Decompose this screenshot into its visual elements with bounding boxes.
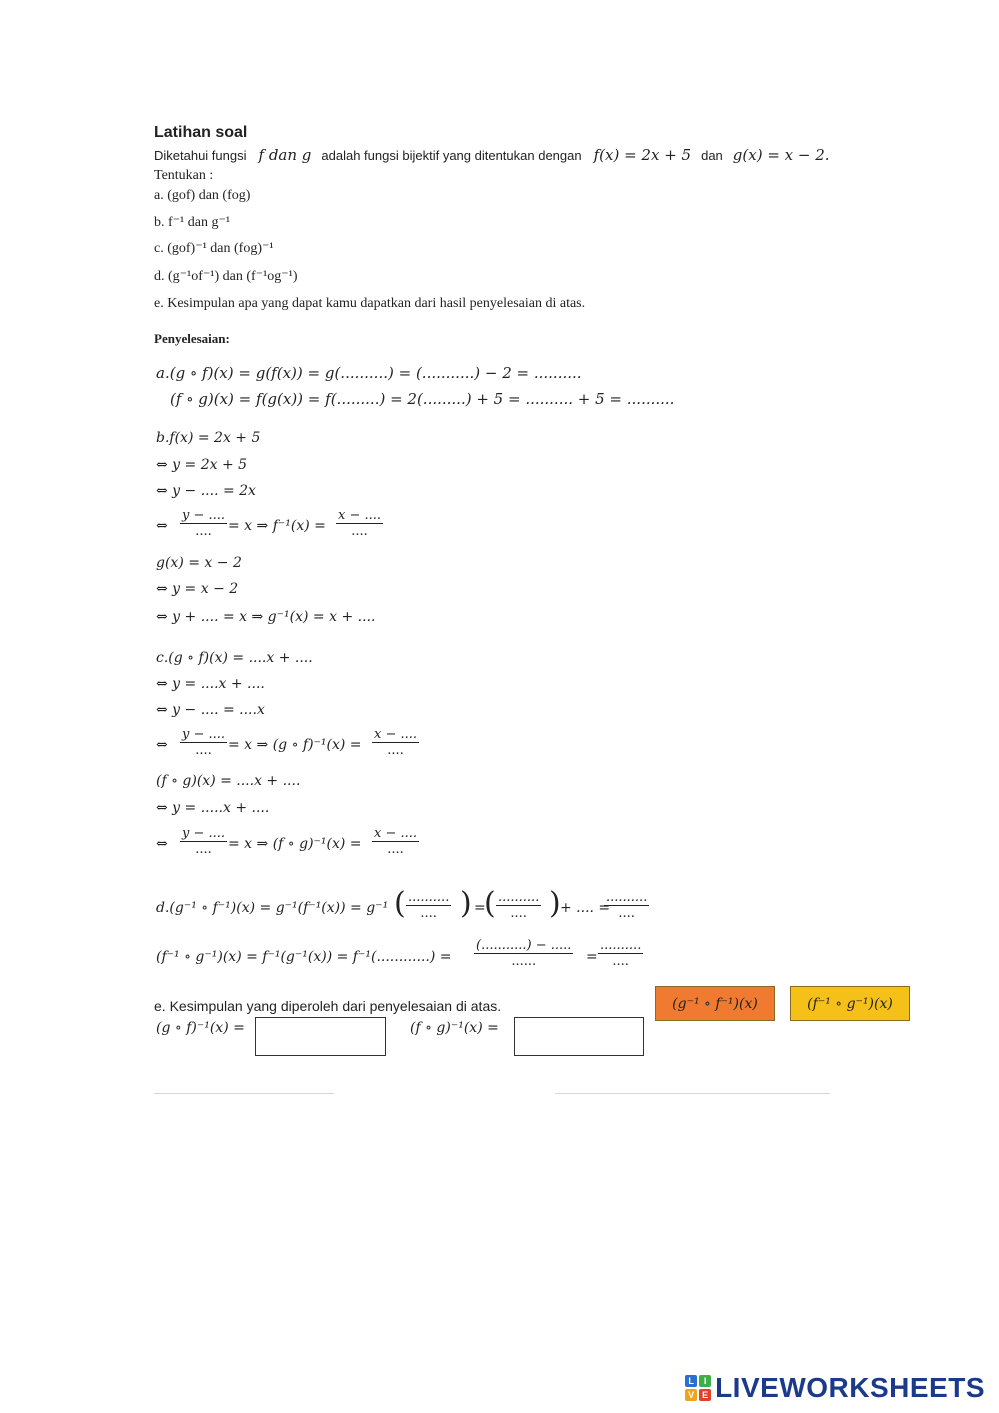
part-c-line4-prefix: ⇔ <box>156 737 168 753</box>
fraction-numerator: .......... <box>498 890 540 905</box>
part-b-fraction-1 <box>180 508 227 539</box>
option-label-1: (g⁻¹ ∘ f⁻¹)(x) <box>672 995 758 1012</box>
fraction-denominator: .... <box>612 954 629 969</box>
fraction-numerator: .......... <box>606 890 648 905</box>
option-label-2: (f⁻¹ ∘ g⁻¹)(x) <box>807 995 893 1012</box>
part-d-fraction-4 <box>474 938 573 969</box>
fraction-denominator: .... <box>195 842 212 857</box>
part-b-line6: ⇔ y = x − 2 <box>156 581 239 597</box>
answer-drop-box-fog-inverse[interactable] <box>514 1017 644 1056</box>
part-a-line2: (f ∘ g)(x) = f(g(x)) = f(.........) = 2(.........) + 5 = .......... + 5 = .......... <box>170 390 675 408</box>
fraction-numerator: x − .... <box>374 826 418 841</box>
answer-drop-box-gof-inverse[interactable] <box>255 1017 386 1056</box>
logo-wordmark: LIVEWORKSHEETS <box>715 1372 985 1403</box>
part-d-line2-eq: = <box>586 949 598 965</box>
fraction-denominator: .... <box>387 842 404 857</box>
part-b-line7: ⇔ y + .... = x ⇒ g⁻¹(x) = x + .... <box>156 609 376 625</box>
paren-open-1: ( <box>394 886 406 921</box>
part-c-line7-mid: = x ⇒ (f ∘ g)⁻¹(x) = <box>228 836 362 852</box>
answer-option-f-inv-compose-g-inv[interactable] <box>790 986 910 1021</box>
part-c-line4-mid: = x ⇒ (g ∘ f)⁻¹(x) = <box>228 737 362 753</box>
part-b-line4-prefix: ⇔ <box>156 518 168 534</box>
task-a: a. (gof) dan (fog) <box>154 188 251 203</box>
answer-label-fog-inverse: (f ∘ g)⁻¹(x) = <box>410 1020 499 1036</box>
part-b-line1: b.f(x) = 2x + 5 <box>156 430 261 446</box>
task-e: e. Kesimpulan apa yang dapat kamu dapatkan dari hasil penyelesaian di atas. <box>154 296 586 311</box>
fraction-numerator: .......... <box>600 938 642 953</box>
part-b-line4-mid: = x ⇒ f⁻¹(x) = <box>228 518 326 534</box>
task-b: b. f⁻¹ dan g⁻¹ <box>154 215 231 230</box>
paren-open-2: ( <box>484 886 496 921</box>
fraction-denominator: .... <box>195 524 212 539</box>
part-d-line1-eq: = <box>474 900 486 916</box>
part-d-line2-prefix: (f⁻¹ ∘ g⁻¹)(x) = f⁻¹(g⁻¹(x)) = f⁻¹(............) = <box>156 949 452 965</box>
tasks-lead: Tentukan : <box>154 168 214 183</box>
part-d-line1-plus: + .... = <box>560 900 611 916</box>
fraction-denominator: .... <box>195 743 212 758</box>
part-c-fraction-1 <box>180 727 227 758</box>
part-c-line2: ⇔ y = ....x + .... <box>156 676 265 692</box>
part-d-fraction-1 <box>406 890 451 921</box>
answer-option-g-inv-compose-f-inv[interactable] <box>655 986 775 1021</box>
problem-statement <box>154 146 830 168</box>
intro-prefix: Diketahui fungsi <box>154 148 247 163</box>
solution-heading: Penyelesaian: <box>154 331 230 346</box>
worksheet-title: Latihan soal <box>154 124 248 141</box>
part-b-line5: g(x) = x − 2 <box>156 555 242 571</box>
part-c-fraction-4 <box>372 826 419 857</box>
part-c-line3: ⇔ y − .... = ....x <box>156 702 265 718</box>
task-c: c. (gof)⁻¹ dan (fog)⁻¹ <box>154 241 274 256</box>
part-c-fraction-2 <box>372 727 419 758</box>
logo-grid-icon: L I V E <box>685 1375 711 1401</box>
part-d-fraction-3 <box>604 890 649 921</box>
part-b-line2: ⇔ y = 2x + 5 <box>156 457 248 473</box>
liveworksheets-logo <box>685 1372 985 1404</box>
fraction-numerator: .......... <box>408 890 450 905</box>
fraction-numerator: x − .... <box>374 727 418 742</box>
part-d-line1-prefix: d.(g⁻¹ ∘ f⁻¹)(x) = g⁻¹(f⁻¹(x)) = g⁻¹ <box>156 900 389 916</box>
fraction-denominator: .... <box>351 524 368 539</box>
part-c-line6: ⇔ y = .....x + .... <box>156 800 270 816</box>
part-c-line5: (f ∘ g)(x) = ....x + .... <box>156 773 301 789</box>
paren-close-1: ) <box>460 886 472 921</box>
part-c-line1: c.(g ∘ f)(x) = ....x + .... <box>156 650 313 666</box>
fraction-denominator: .... <box>387 743 404 758</box>
fraction-denominator: .... <box>420 906 437 921</box>
part-d-fraction-2 <box>496 890 541 921</box>
fraction-numerator: y − .... <box>182 727 226 742</box>
part-c-line7-prefix: ⇔ <box>156 836 168 852</box>
fx-definition: f(x) = 2x + 5 <box>593 146 692 164</box>
fraction-denominator: .... <box>510 906 527 921</box>
scan-faint-line-left <box>154 1093 334 1094</box>
gx-definition: g(x) = x − 2. <box>732 146 830 164</box>
scan-faint-line-right <box>555 1093 830 1094</box>
paren-close-2: ) <box>549 886 561 921</box>
fraction-numerator: x − .... <box>338 508 382 523</box>
dan-word: dan <box>701 148 723 163</box>
part-c-fraction-3 <box>180 826 227 857</box>
part-a-line1: a.(g ∘ f)(x) = g(f(x)) = g(..........) = (...........) − 2 = .......... <box>156 364 582 382</box>
part-b-line3: ⇔ y − .... = 2x <box>156 483 256 499</box>
fraction-numerator: y − .... <box>182 826 226 841</box>
fraction-numerator: y − .... <box>182 508 226 523</box>
fraction-denominator: ...... <box>511 954 537 969</box>
fraction-denominator: .... <box>618 906 635 921</box>
part-b-fraction-2 <box>336 508 383 539</box>
part-e-text: e. Kesimpulan yang diperoleh dari penyelesaian di atas. <box>154 998 502 1014</box>
intro-mid: adalah fungsi bijektif yang ditentukan dengan <box>321 148 582 163</box>
part-d-fraction-5 <box>598 938 643 969</box>
task-d: d. (g⁻¹of⁻¹) dan (f⁻¹og⁻¹) <box>154 269 298 284</box>
answer-label-gof-inverse: (g ∘ f)⁻¹(x) = <box>156 1020 245 1036</box>
fraction-numerator: (...........) − ..... <box>476 938 572 953</box>
f-dan-g: f dan g <box>258 146 312 164</box>
